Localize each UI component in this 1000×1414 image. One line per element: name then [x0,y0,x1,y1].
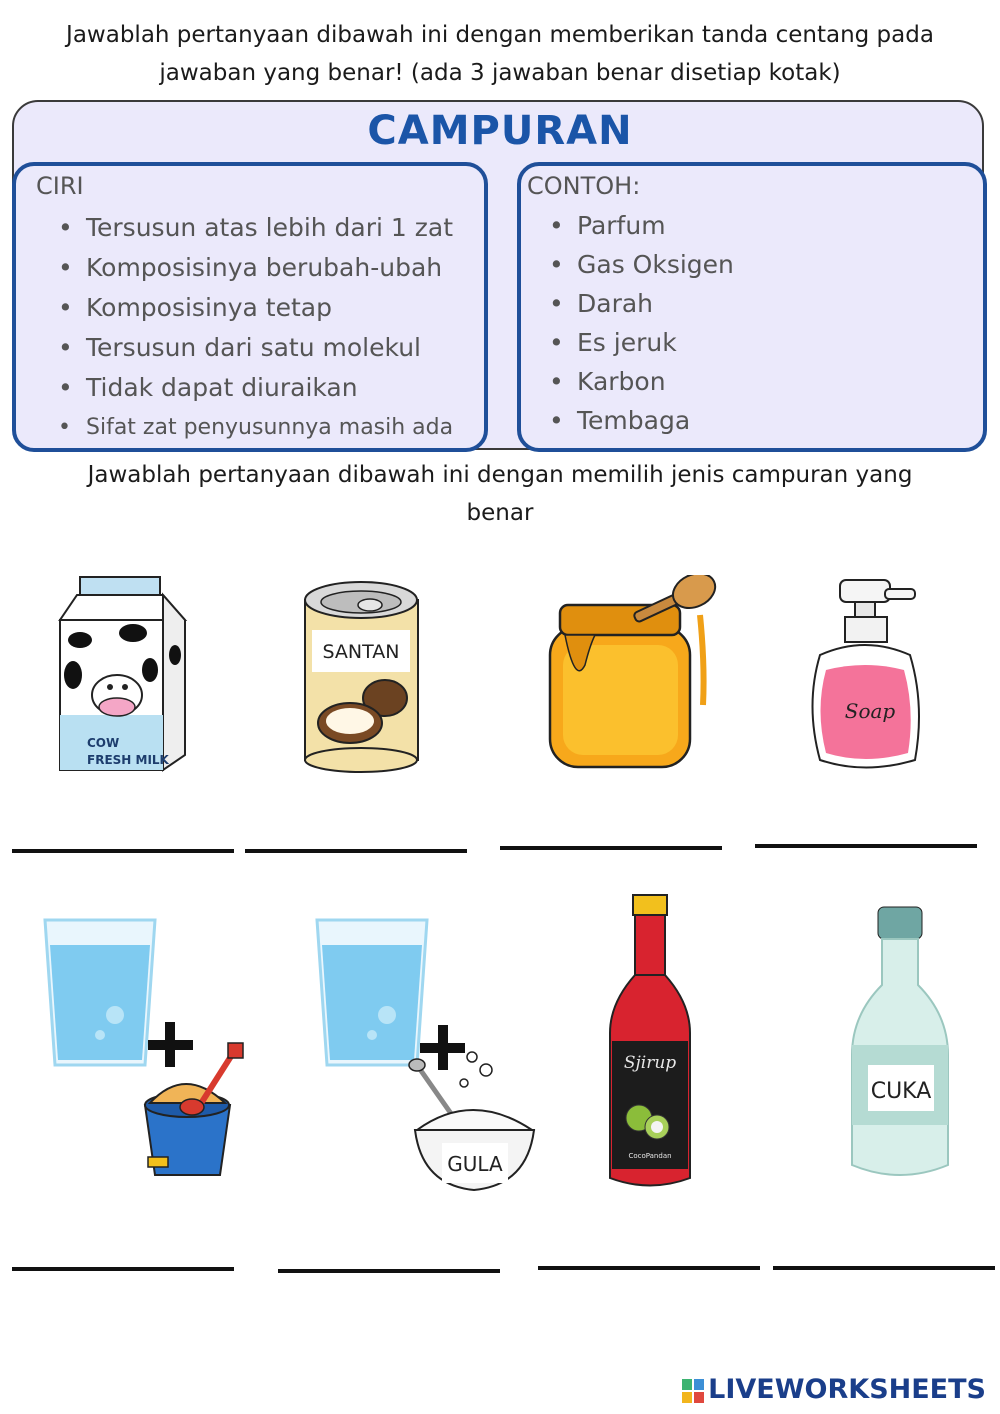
instruction-line-3: Jawablah pertanyaan dibawah ini dengan memilih jenis campuran yang [87,462,913,488]
milk-label-2: FRESH MILK [87,753,169,767]
gula-label: GULA [447,1152,503,1176]
answer-line-syrup[interactable] [538,1266,760,1270]
panel-title: CAMPURAN [367,108,633,154]
instruction-line-1: Jawablah pertanyaan dibawah ini dengan memberikan tanda centang pada [66,22,934,48]
ciri-heading: CIRI [36,172,84,200]
footer-text: LIVEWORKSHEETS [708,1374,986,1405]
ciri-option[interactable]: • Komposisinya tetap [56,288,453,328]
water-sugar-image [312,915,542,1195]
answer-line-sugar[interactable] [278,1269,500,1273]
soap-label: Soap [844,699,896,723]
cuka-label: CUKA [870,1079,932,1104]
ciri-option[interactable]: • Tersusun dari satu molekul [56,328,453,368]
contoh-option[interactable]: • Parfum [547,206,734,245]
vinegar-bottle-image [840,905,960,1185]
contoh-list [547,206,734,440]
water-sand-image [40,915,250,1190]
contoh-option[interactable]: • Darah [547,284,734,323]
soap-bottle-image [800,575,935,775]
instruction-line-2: jawaban yang benar! (ada 3 jawaban benar disetiap kotak) [159,60,841,86]
honey-jar-image [535,575,720,775]
milk-label-1: COW [87,736,120,750]
liveworksheets-logo-icon [682,1379,704,1403]
instruction-line-4: benar [466,500,534,526]
ciri-option[interactable]: • Tersusun atas lebih dari 1 zat [56,208,453,248]
answer-line-vinegar[interactable] [773,1266,995,1270]
santan-can-image [300,578,425,773]
syrup-sub: CocoPandan [628,1152,672,1160]
instruction-choose [0,456,1000,532]
milk-carton-image [55,575,195,775]
ciri-option[interactable]: • Tidak dapat diuraikan [56,368,453,408]
answer-line-sand[interactable] [12,1267,234,1271]
contoh-option[interactable]: • Es jeruk [547,323,734,362]
answer-line-santan[interactable] [245,849,467,853]
santan-label: SANTAN [322,641,400,663]
answer-line-milk[interactable] [12,849,234,853]
liveworksheets-footer [682,1374,986,1405]
ciri-option[interactable]: • Sifat zat penyusunnya masih ada [56,408,453,448]
contoh-box [517,162,987,452]
answer-line-soap[interactable] [755,844,977,848]
contoh-heading: CONTOH: [527,172,641,200]
ciri-list [56,208,453,448]
ciri-option[interactable]: • Komposisinya berubah-ubah [56,248,453,288]
syrup-brand: Sjirup [623,1053,677,1073]
contoh-option[interactable]: • Gas Oksigen [547,245,734,284]
instruction-checkbox [0,16,1000,92]
syrup-bottle-image [605,893,695,1193]
answer-line-honey[interactable] [500,846,722,850]
contoh-option[interactable]: • Tembaga [547,401,734,440]
ciri-box [12,162,488,452]
contoh-option[interactable]: • Karbon [547,362,734,401]
